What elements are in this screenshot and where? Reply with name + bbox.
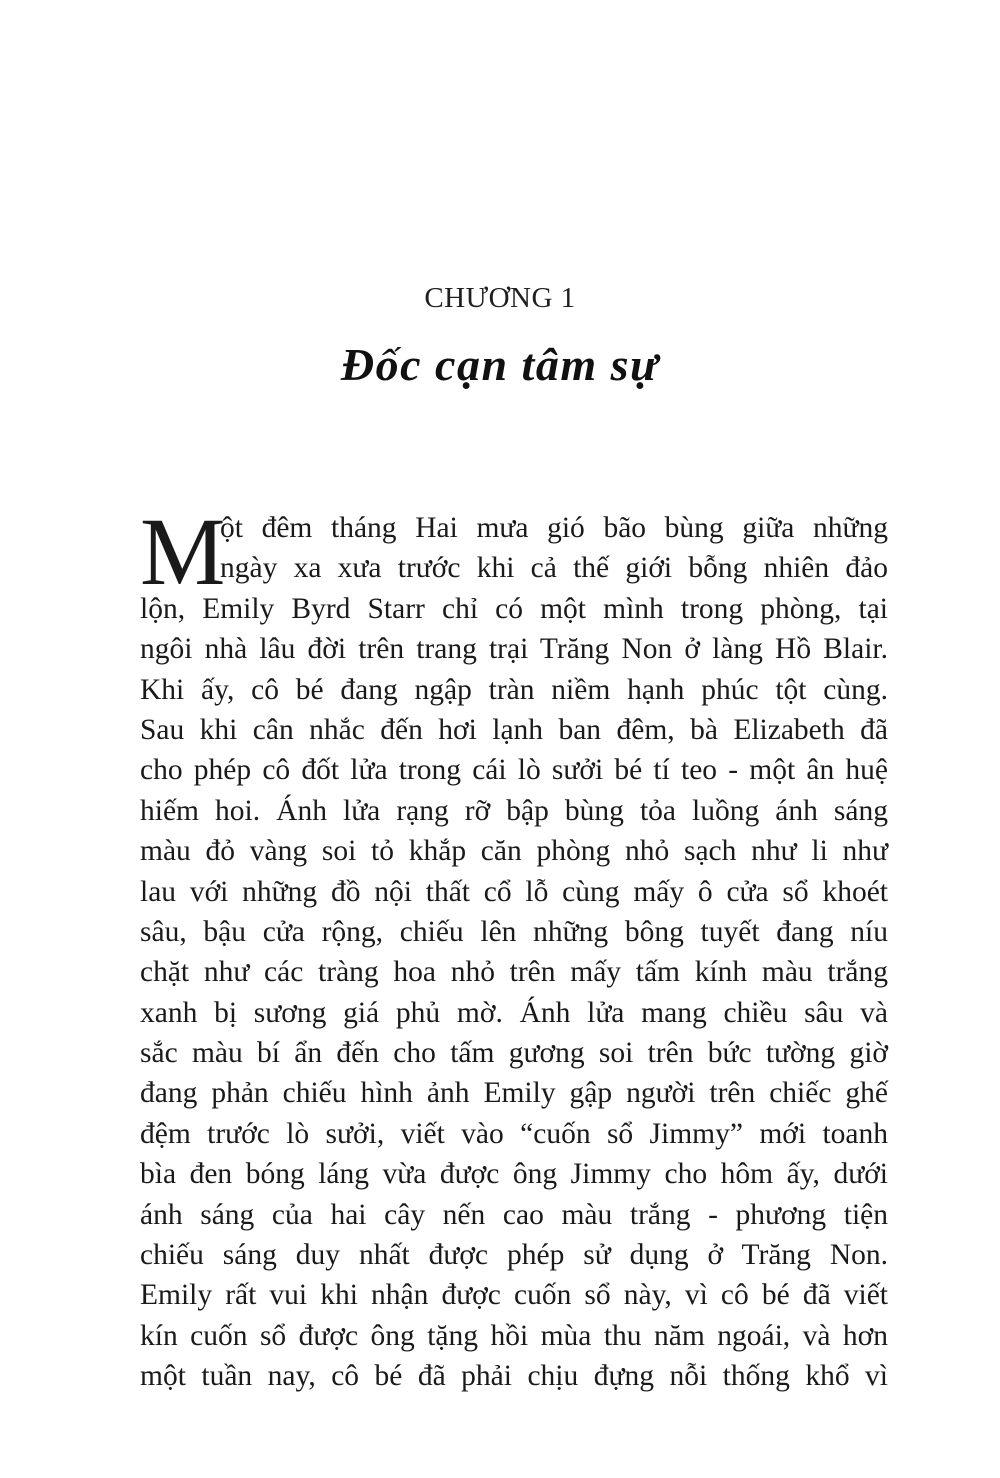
text-line: kín cuốn sổ được ông tặng hồi mùa thu năm ngoái, và hơn <box>140 1319 888 1352</box>
text-line: màu đỏ vàng soi tỏ khắp căn phòng nhỏ sạch như li như <box>140 835 888 868</box>
text-line: ột đêm tháng Hai mưa gió bão bùng giữa những <box>220 512 888 544</box>
text-line: chặt như các tràng hoa nhỏ trên mấy tấm kính màu trắng <box>140 956 888 989</box>
text-line: xanh bị sương giá phủ mờ. Ánh lửa mang chiều sâu và <box>140 996 888 1029</box>
text-line: một tuần nay, cô bé đã phải chịu đựng nỗi thống khổ vì <box>140 1360 888 1393</box>
text-line: Emily rất vui khi nhận được cuốn sổ này, vì cô bé đã viết <box>140 1279 888 1312</box>
drop-cap: M <box>140 498 226 605</box>
text-line: lau với những đồ nội thất cổ lỗ cùng mấy ô cửa sổ khoét <box>140 875 888 908</box>
text-line: sâu, bậu cửa rộng, chiếu lên những bông tuyết đang níu <box>140 915 888 948</box>
text-line: hiếm hoi. Ánh lửa rạng rỡ bập bùng tỏa luồng ánh sáng <box>140 794 888 827</box>
text-line: ngày xa xưa trước khi cả thế giới bỗng nhiên đảo <box>220 552 888 585</box>
text-line: ngôi nhà lâu đời trên trang trại Trăng Non ở làng Hồ Blair. <box>140 633 888 666</box>
text-line: sắc màu bí ẩn đến cho tấm gương soi trên bức tường giờ <box>140 1037 888 1070</box>
text-line: chiếu sáng duy nhất được phép sử dụng ở Trăng Non. <box>140 1239 888 1272</box>
text-line: Khi ấy, cô bé đang ngập tràn niềm hạnh phúc tột cùng. <box>140 673 888 706</box>
text-line: lộn, Emily Byrd Starr chỉ có một mình trong phòng, tại <box>140 592 888 625</box>
text-line: ánh sáng của hai cây nến cao màu trắng - phương tiện <box>140 1198 888 1231</box>
text-line: đệm trước lò sưởi, viết vào “cuốn sổ Jimmy” mới toanh <box>140 1117 888 1150</box>
chapter-label: CHƯƠNG 1 <box>424 282 576 314</box>
text-line: cho phép cô đốt lửa trong cái lò sưởi bé tí teo - một ân huệ <box>140 754 888 787</box>
text-line: đang phản chiếu hình ảnh Emily gập người trên chiếc ghế <box>140 1077 888 1110</box>
text-line: Sau khi cân nhắc đến hơi lạnh ban đêm, bà Elizabeth đã <box>140 713 888 746</box>
body-paragraph <box>140 498 888 1397</box>
text-line: bìa đen bóng láng vừa được ông Jimmy cho hôm ấy, dưới <box>140 1158 888 1191</box>
chapter-title: Đốc cạn tâm sự <box>340 339 660 390</box>
